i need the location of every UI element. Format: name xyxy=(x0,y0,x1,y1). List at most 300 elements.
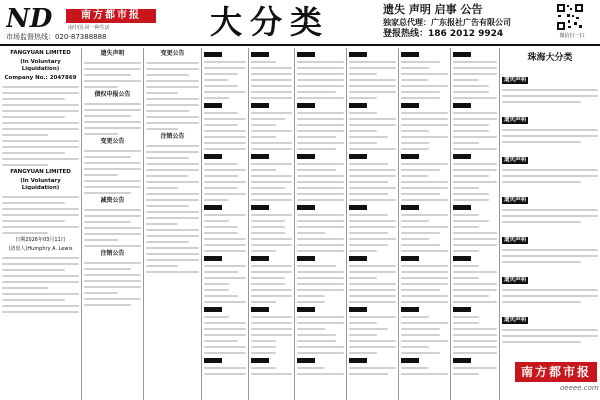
notice-label-mark xyxy=(349,256,367,261)
illegible-line xyxy=(2,299,65,301)
illegible-line xyxy=(401,346,429,348)
illegible-line xyxy=(84,209,141,211)
illegible-line xyxy=(146,205,189,207)
notice-label-mark xyxy=(297,103,315,108)
illegible-line xyxy=(204,61,246,63)
illegible-line xyxy=(349,265,396,267)
illegible-line xyxy=(349,118,396,120)
illegible-line xyxy=(146,163,199,165)
illegible-line xyxy=(349,175,396,177)
notice-body xyxy=(146,62,199,130)
illegible-line xyxy=(204,220,229,222)
illegible-line xyxy=(502,135,598,137)
illegible-line xyxy=(146,175,189,177)
illegible-line xyxy=(502,261,581,263)
illegible-line xyxy=(297,130,344,132)
notice-label-mark xyxy=(204,103,222,108)
illegible-line xyxy=(146,145,199,147)
column-notices-5 xyxy=(249,48,295,400)
illegible-line xyxy=(84,262,141,264)
notice-label-mark xyxy=(401,256,419,261)
supervision-hotline: 市场监督热线：020-87388888 xyxy=(6,33,107,41)
illegible-line xyxy=(204,181,246,183)
illegible-line xyxy=(251,73,292,75)
illegible-line xyxy=(349,214,388,216)
illegible-line xyxy=(251,85,292,87)
illegible-line xyxy=(251,232,285,234)
column-notices-4 xyxy=(202,48,249,400)
illegible-line xyxy=(401,124,448,126)
qr-label: 微信扫一扫 xyxy=(559,33,585,39)
notice-label-mark xyxy=(453,103,471,108)
zhuhai-notice xyxy=(502,306,598,343)
illegible-line xyxy=(84,62,141,64)
illegible-line xyxy=(251,199,292,201)
illegible-line xyxy=(453,352,497,354)
illegible-line xyxy=(251,91,292,93)
illegible-line xyxy=(349,346,396,348)
notice-label-mark xyxy=(297,307,315,312)
notice-label-mark xyxy=(453,205,471,210)
illegible-line xyxy=(349,334,377,336)
illegible-line xyxy=(2,305,79,307)
illegible-line xyxy=(297,118,344,120)
illegible-line xyxy=(204,79,229,81)
illegible-line xyxy=(453,148,497,150)
illegible-line xyxy=(349,277,377,279)
illegible-line xyxy=(349,373,388,375)
notice-label-mark xyxy=(204,52,222,57)
notice-body xyxy=(84,62,141,88)
illegible-line xyxy=(349,322,377,324)
illegible-line xyxy=(2,287,48,289)
notice-label-mark xyxy=(349,154,367,159)
illegible-line xyxy=(349,79,396,81)
masthead xyxy=(0,0,600,44)
illegible-line xyxy=(453,79,479,81)
zhuhai-notice xyxy=(502,186,598,223)
notice-heading: 遗失声明 xyxy=(100,50,125,57)
notice-date: 日期2026年03月11日 xyxy=(15,237,66,243)
illegible-line xyxy=(297,265,336,267)
illegible-line xyxy=(84,245,141,247)
illegible-line xyxy=(297,91,336,93)
illegible-line xyxy=(2,263,79,265)
illegible-line xyxy=(146,68,199,70)
illegible-line xyxy=(146,241,189,243)
illegible-line xyxy=(401,136,448,138)
illegible-line xyxy=(349,226,396,228)
notice-label: 遗失声明 xyxy=(504,277,527,283)
illegible-line xyxy=(204,136,246,138)
info-block xyxy=(383,3,533,40)
logo-mark-icon xyxy=(6,3,70,31)
illegible-line xyxy=(401,214,448,216)
illegible-line xyxy=(251,214,292,216)
notice-body xyxy=(146,145,199,273)
column-notices-3 xyxy=(144,48,202,400)
illegible-line xyxy=(349,301,396,303)
illegible-line xyxy=(453,130,489,132)
illegible-line xyxy=(146,116,199,118)
illegible-line xyxy=(401,163,448,165)
illegible-line xyxy=(453,91,489,93)
illegible-line xyxy=(2,269,65,271)
notice-heading: 注销公告 xyxy=(100,250,125,257)
company-number: Company No.: 2047869 xyxy=(4,75,77,81)
illegible-line xyxy=(2,152,65,154)
illegible-line xyxy=(204,283,229,285)
illegible-line xyxy=(251,244,292,246)
notice-body xyxy=(204,52,246,375)
illegible-line xyxy=(251,61,276,63)
illegible-line xyxy=(2,220,65,222)
notice-label-mark xyxy=(401,52,419,57)
zhuhai-notice xyxy=(502,106,598,143)
illegible-line xyxy=(401,373,448,375)
agent-line: 独家总代理：广东报社广告有限公司 xyxy=(383,18,511,27)
illegible-line xyxy=(2,202,65,204)
illegible-line xyxy=(453,136,497,138)
illegible-line xyxy=(401,199,448,201)
illegible-line xyxy=(84,162,141,164)
illegible-line xyxy=(297,136,336,138)
illegible-line xyxy=(84,174,118,176)
column-notices-9 xyxy=(451,48,500,400)
illegible-line xyxy=(401,130,429,132)
illegible-line xyxy=(453,340,497,342)
notice-label: 遗失声明 xyxy=(504,197,527,203)
illegible-line xyxy=(401,232,440,234)
notice-label-mark xyxy=(297,154,315,159)
notice-categories: 遗失 声明 启事 公告 xyxy=(383,3,483,16)
notice-heading: FANGYUAN LIMITED xyxy=(10,50,71,56)
illegible-line xyxy=(401,118,448,120)
illegible-line xyxy=(453,265,479,267)
illegible-line xyxy=(502,295,598,297)
illegible-line xyxy=(204,328,246,330)
illegible-line xyxy=(251,67,292,69)
illegible-line xyxy=(453,193,489,195)
illegible-line xyxy=(204,163,238,165)
illegible-line xyxy=(251,271,292,273)
illegible-line xyxy=(349,316,396,318)
illegible-line xyxy=(251,148,292,150)
illegible-line xyxy=(453,67,497,69)
illegible-line xyxy=(251,118,285,120)
illegible-line xyxy=(349,163,388,165)
illegible-line xyxy=(453,226,479,228)
illegible-line xyxy=(146,199,199,201)
illegible-line xyxy=(401,67,429,69)
notice-label-mark xyxy=(204,205,222,210)
illegible-line xyxy=(146,62,199,64)
illegible-line xyxy=(2,134,48,136)
illegible-line xyxy=(146,110,189,112)
notice-label-mark xyxy=(204,154,222,159)
illegible-line xyxy=(453,97,497,99)
notice-label-mark xyxy=(297,358,315,363)
illegible-line xyxy=(146,253,199,255)
illegible-line xyxy=(2,311,79,313)
illegible-line xyxy=(349,250,377,252)
illegible-line xyxy=(297,328,325,330)
illegible-line xyxy=(146,151,199,153)
illegible-line xyxy=(146,104,199,106)
illegible-line xyxy=(297,193,344,195)
illegible-line xyxy=(204,244,246,246)
illegible-line xyxy=(401,79,429,81)
illegible-line xyxy=(349,136,388,138)
notice-label-mark xyxy=(204,307,222,312)
notice-label-mark xyxy=(349,52,367,57)
illegible-line xyxy=(251,265,292,267)
notice-label-mark xyxy=(251,256,269,261)
notice-label-mark xyxy=(401,154,419,159)
illegible-line xyxy=(84,68,141,70)
notice-body xyxy=(84,103,141,135)
illegible-line xyxy=(401,265,448,267)
illegible-line xyxy=(251,220,285,222)
illegible-line xyxy=(146,223,178,225)
illegible-line xyxy=(502,255,598,257)
illegible-line xyxy=(453,295,489,297)
illegible-line xyxy=(453,373,479,375)
illegible-line xyxy=(251,367,276,369)
illegible-line xyxy=(297,244,344,246)
illegible-line xyxy=(2,164,48,166)
illegible-line xyxy=(297,187,344,189)
illegible-line xyxy=(401,142,429,144)
illegible-line xyxy=(349,148,396,150)
notice-label: 遗失声明 xyxy=(504,317,527,323)
illegible-line xyxy=(297,373,344,375)
illegible-line xyxy=(2,116,65,118)
illegible-line xyxy=(453,316,479,318)
illegible-line xyxy=(453,220,489,222)
illegible-line xyxy=(146,74,189,76)
illegible-line xyxy=(146,235,199,237)
notice-body xyxy=(2,86,79,166)
illegible-line xyxy=(204,112,238,114)
illegible-line xyxy=(453,214,479,216)
illegible-line xyxy=(453,301,497,303)
notice-label-mark xyxy=(453,358,471,363)
illegible-line xyxy=(2,232,48,234)
illegible-line xyxy=(297,67,344,69)
illegible-line xyxy=(297,85,344,87)
illegible-line xyxy=(84,274,141,276)
illegible-line xyxy=(401,97,440,99)
notice-body xyxy=(349,52,396,375)
illegible-line xyxy=(146,181,199,183)
zhuhai-notice xyxy=(502,266,598,303)
illegible-line xyxy=(401,250,448,252)
liquidator-signature: (清盘人)Humphry A. Lewis xyxy=(8,246,73,252)
illegible-line xyxy=(146,271,199,273)
illegible-line xyxy=(401,193,440,195)
illegible-line xyxy=(84,168,141,170)
illegible-line xyxy=(502,341,581,343)
illegible-line xyxy=(251,373,292,375)
illegible-line xyxy=(502,215,598,217)
illegible-line xyxy=(349,244,388,246)
illegible-line xyxy=(146,211,199,213)
zhuhai-notice xyxy=(502,226,598,263)
illegible-line xyxy=(297,367,325,369)
illegible-line xyxy=(401,61,440,63)
illegible-line xyxy=(297,199,344,201)
notice-label-mark xyxy=(401,205,419,210)
illegible-line xyxy=(401,289,440,291)
illegible-line xyxy=(453,322,479,324)
illegible-line xyxy=(297,289,344,291)
illegible-line xyxy=(453,334,497,336)
illegible-line xyxy=(349,91,396,93)
illegible-line xyxy=(251,136,276,138)
illegible-line xyxy=(204,226,238,228)
illegible-line xyxy=(251,97,292,99)
notice-label-mark xyxy=(251,307,269,312)
notice-body xyxy=(297,52,344,375)
illegible-line xyxy=(349,124,396,126)
illegible-line xyxy=(84,127,141,129)
notice-subheading: (In Voluntary Liquidation) xyxy=(20,59,61,72)
illegible-line xyxy=(297,226,344,228)
illegible-line xyxy=(84,115,131,117)
illegible-line xyxy=(146,217,199,219)
illegible-line xyxy=(502,209,598,211)
illegible-line xyxy=(349,193,388,195)
notice-label-mark xyxy=(204,358,222,363)
illegible-line xyxy=(204,67,246,69)
illegible-line xyxy=(297,163,344,165)
illegible-line xyxy=(204,232,238,234)
illegible-line xyxy=(251,346,276,348)
illegible-line xyxy=(349,169,396,171)
notice-label-mark xyxy=(453,154,471,159)
website-url[interactable]: oeeee.com xyxy=(560,384,599,392)
notice-body xyxy=(401,52,448,375)
illegible-line xyxy=(453,289,497,291)
illegible-line xyxy=(349,67,396,69)
notice-label-mark xyxy=(349,205,367,210)
illegible-line xyxy=(453,277,479,279)
illegible-line xyxy=(401,367,429,369)
logo-wordmark: 南方都市报 xyxy=(66,9,156,23)
illegible-line xyxy=(2,275,79,277)
illegible-line xyxy=(502,335,598,337)
illegible-line xyxy=(349,238,396,240)
illegible-line xyxy=(251,130,292,132)
illegible-line xyxy=(453,346,497,348)
illegible-line xyxy=(204,118,246,120)
illegible-line xyxy=(84,186,141,188)
illegible-line xyxy=(2,146,79,148)
illegible-line xyxy=(204,265,246,267)
notice-label-mark xyxy=(251,205,269,210)
illegible-line xyxy=(84,156,131,158)
illegible-line xyxy=(453,169,497,171)
illegible-line xyxy=(251,340,276,342)
illegible-line xyxy=(251,295,292,297)
illegible-line xyxy=(204,271,238,273)
illegible-line xyxy=(251,283,285,285)
qr-code-icon[interactable] xyxy=(556,3,584,31)
notice-subheading-2: (In Voluntary Liquidation) xyxy=(20,178,61,191)
notice-label-mark xyxy=(251,52,269,57)
illegible-line xyxy=(2,128,79,130)
illegible-line xyxy=(297,271,344,273)
illegible-line xyxy=(502,89,598,91)
notice-body-2 xyxy=(2,196,79,234)
illegible-line xyxy=(297,169,336,171)
illegible-line xyxy=(251,226,285,228)
notice-label-mark xyxy=(453,256,471,261)
illegible-line xyxy=(84,133,118,135)
illegible-line xyxy=(84,280,141,282)
zhuhai-section-title: 珠海大分类 xyxy=(527,53,573,63)
illegible-line xyxy=(401,334,440,336)
illegible-line xyxy=(251,193,292,195)
illegible-line xyxy=(349,295,396,297)
illegible-line xyxy=(401,73,448,75)
illegible-line xyxy=(453,181,497,183)
illegible-line xyxy=(251,79,292,81)
illegible-line xyxy=(251,301,276,303)
notice-label: 遗失声明 xyxy=(504,77,527,83)
illegible-line xyxy=(349,130,377,132)
illegible-line xyxy=(204,214,246,216)
illegible-line xyxy=(251,334,292,336)
illegible-line xyxy=(297,73,344,75)
column-notices-2 xyxy=(82,48,144,400)
illegible-line xyxy=(204,295,238,297)
illegible-line xyxy=(349,187,396,189)
illegible-line xyxy=(2,196,79,198)
illegible-line xyxy=(204,124,238,126)
notice-heading: 变更公告 xyxy=(160,50,185,57)
illegible-line xyxy=(453,232,497,234)
illegible-line xyxy=(349,289,396,291)
illegible-line xyxy=(401,169,440,171)
illegible-line xyxy=(204,97,229,99)
illegible-line xyxy=(297,124,344,126)
illegible-line xyxy=(2,158,79,160)
notice-label-mark xyxy=(401,307,419,312)
newspaper-stamp: 南方都市报 xyxy=(515,362,597,382)
illegible-line xyxy=(401,352,440,354)
illegible-line xyxy=(204,238,246,240)
illegible-line xyxy=(401,112,448,114)
page-title: 大分类 xyxy=(210,3,331,41)
illegible-line xyxy=(453,250,479,252)
notice-body xyxy=(84,209,141,247)
illegible-line xyxy=(297,232,325,234)
illegible-line xyxy=(84,286,141,288)
notice-label-mark xyxy=(297,256,315,261)
illegible-line xyxy=(349,220,396,222)
illegible-line xyxy=(2,86,79,88)
illegible-line xyxy=(84,80,141,82)
illegible-line xyxy=(204,367,246,369)
illegible-line xyxy=(84,74,131,76)
illegible-line xyxy=(251,289,292,291)
illegible-line xyxy=(297,316,344,318)
illegible-line xyxy=(204,322,246,324)
illegible-line xyxy=(297,250,344,252)
illegible-line xyxy=(251,112,292,114)
